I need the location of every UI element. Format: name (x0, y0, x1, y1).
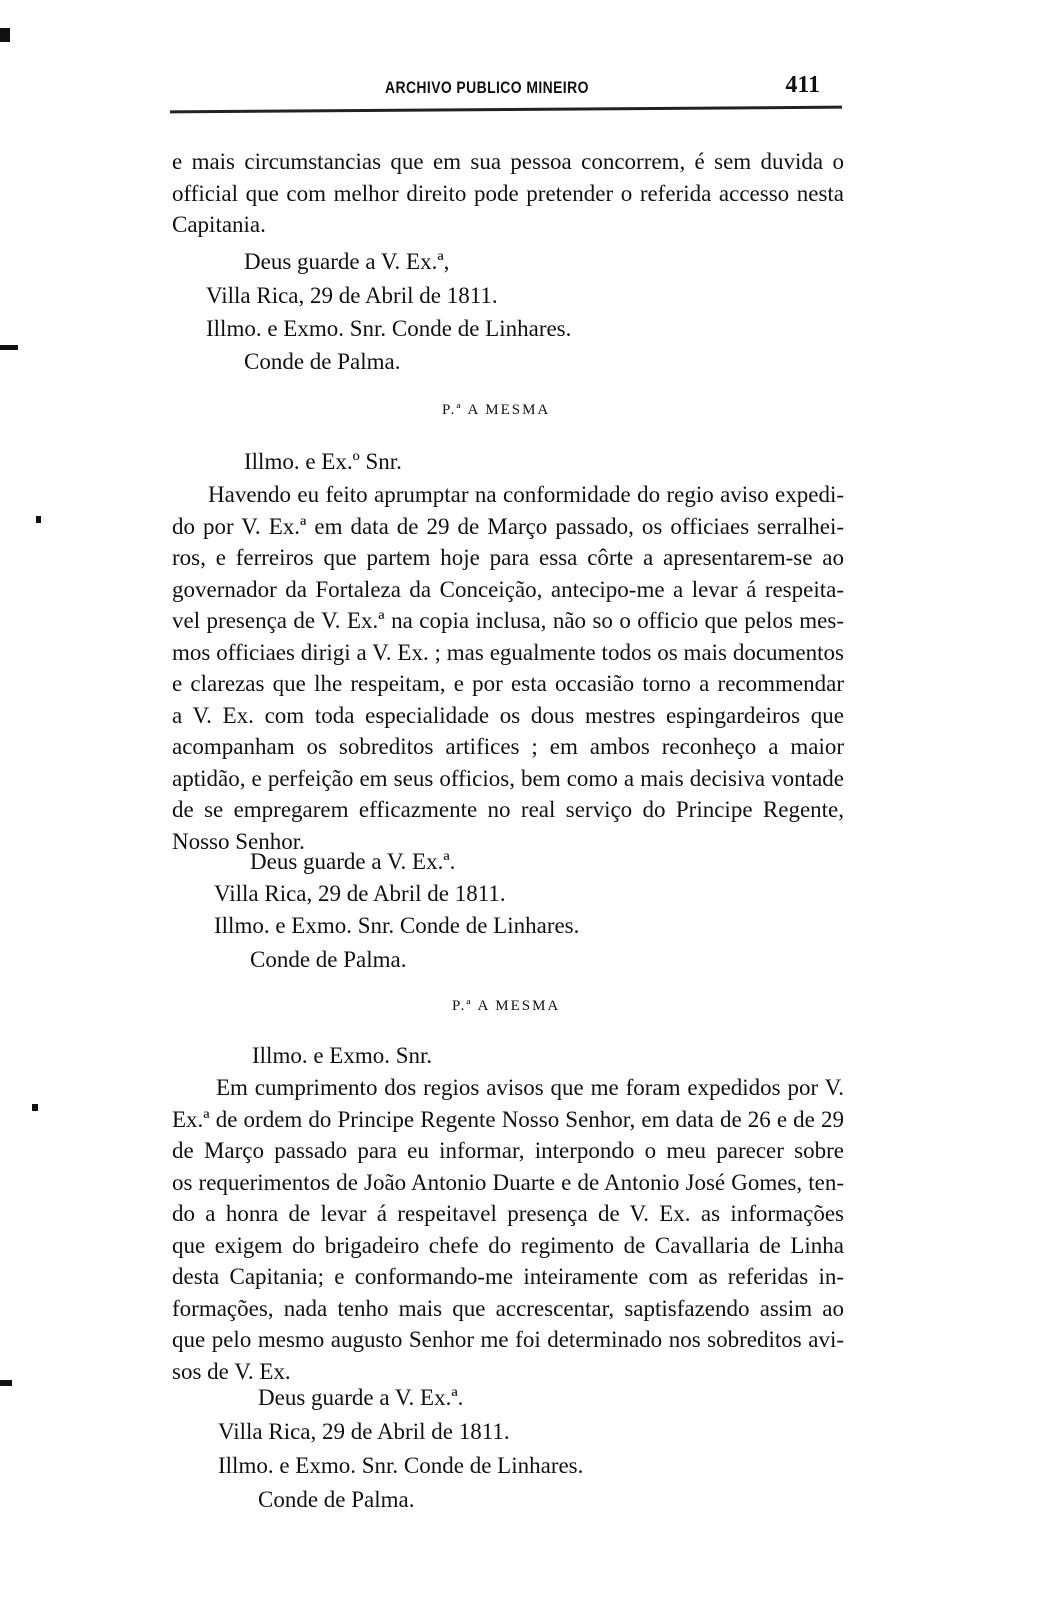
text-line: Ex.ª de ordem do Principe Regente Nosso Senhor, em data de 26 e de 29 (172, 1106, 844, 1132)
text-line: acompanham os sobreditos artifices ; em ambos reconheço a maior (172, 734, 844, 759)
closing-signature: Conde de Palma. (258, 1487, 415, 1512)
text-line: Havendo eu feito aprumptar na conformidade do regio aviso expedi- (208, 482, 844, 507)
closing-greeting: Deus guarde a V. Ex.ª, (244, 249, 450, 274)
text-line: e clarezas que lhe respeitam, e por esta occasião torno a recommendar (172, 671, 844, 696)
text-line: os requerimentos de João Antonio Duarte e de Antonio José Gomes, ten- (172, 1169, 844, 1195)
text-line: de se empregarem efficazmente no real serviço do Principe Regente, (172, 797, 844, 822)
closing-place-date: Villa Rica, 29 de Abril de 1811. (214, 881, 506, 906)
scan-speck (0, 345, 18, 350)
text-line: do a honra de levar á respeitavel presença de V. Ex. as informações (172, 1201, 844, 1226)
letter-body (172, 1072, 844, 1387)
salutation: Illmo. e Exmo. Snr. (252, 1043, 433, 1068)
text-line: Em cumprimento dos regios avisos que me foram expedidos por V. (216, 1075, 844, 1100)
scan-speck (0, 1380, 12, 1386)
text-line: e mais circumstancias que em sua pessoa concorrem, é sem duvida o (172, 149, 844, 174)
closing-addressee: Illmo. e Exmo. Snr. Conde de Linhares. (206, 316, 572, 341)
text-line: ros, e ferreiros que partem hoje para essa côrte a apresentarem-se ao (172, 545, 844, 570)
header-rule (170, 106, 842, 114)
running-title: ARCHIVO PUBLICO MINEIRO (385, 78, 589, 97)
section-heading: P.ª A MESMA (452, 998, 561, 1014)
salutation: Illmo. e Ex.º Snr. (244, 449, 402, 474)
closing-place-date: Villa Rica, 29 de Abril de 1811. (206, 283, 498, 308)
closing-greeting: Deus guarde a V. Ex.ª. (258, 1385, 464, 1410)
closing-place-date: Villa Rica, 29 de Abril de 1811. (218, 1419, 510, 1444)
text-line: official que com melhor direito pode pretender o referida accesso nesta (172, 180, 844, 206)
text-line: vel presença de V. Ex.ª na copia inclusa, não so o officio que pelos mes- (172, 608, 844, 633)
text-line: governador da Fortaleza da Conceição, antecipo-me a levar á respeita- (172, 576, 844, 602)
text-line: de Março passado para eu informar, interpondo o meu parecer sobre (172, 1138, 844, 1163)
text-line: formações, nada tenho mais que accrescentar, saptisfazendo assim ao (172, 1295, 844, 1321)
scan-speck (0, 28, 10, 42)
closing-greeting: Deus guarde a V. Ex.ª. (250, 849, 456, 874)
closing-signature: Conde de Palma. (244, 349, 401, 374)
section-heading: P.ª A MESMA (442, 402, 551, 418)
closing-addressee: Illmo. e Exmo. Snr. Conde de Linhares. (218, 1453, 584, 1478)
closing-addressee: Illmo. e Exmo. Snr. Conde de Linhares. (214, 913, 580, 938)
text-line: mos officiaes dirigi a V. Ex. ; mas egualmente todos os mais documentos (172, 639, 844, 665)
text-line: Nosso Senhor. (172, 828, 305, 854)
closing-signature: Conde de Palma. (250, 947, 407, 972)
text-line: do por V. Ex.ª em data de 29 de Março passado, os officiaes serralhei- (172, 513, 844, 539)
text-line: que exigem do brigadeiro chefe do regimento de Cavallaria de Linha (172, 1232, 844, 1258)
scan-speck (32, 1104, 38, 1111)
text-line: a V. Ex. com toda especialidade os dous mestres espingardeiros que (172, 702, 844, 728)
page-number: 411 (785, 72, 820, 98)
scan-speck (36, 516, 41, 523)
text-line: que pelo mesmo augusto Senhor me foi determinado nos sobreditos avi- (172, 1327, 844, 1352)
text-line: sos de V. Ex. (172, 1358, 291, 1384)
text-line: Capitania. (172, 212, 266, 237)
text-line: desta Capitania; e conformando-me inteiramente com as referidas in- (172, 1264, 844, 1289)
running-header (170, 70, 842, 110)
letter-body (172, 479, 844, 857)
intro-paragraph (172, 146, 844, 241)
text-line: aptidão, e perfeição em seus officios, bem como a mais decisiva vontade (172, 765, 844, 791)
